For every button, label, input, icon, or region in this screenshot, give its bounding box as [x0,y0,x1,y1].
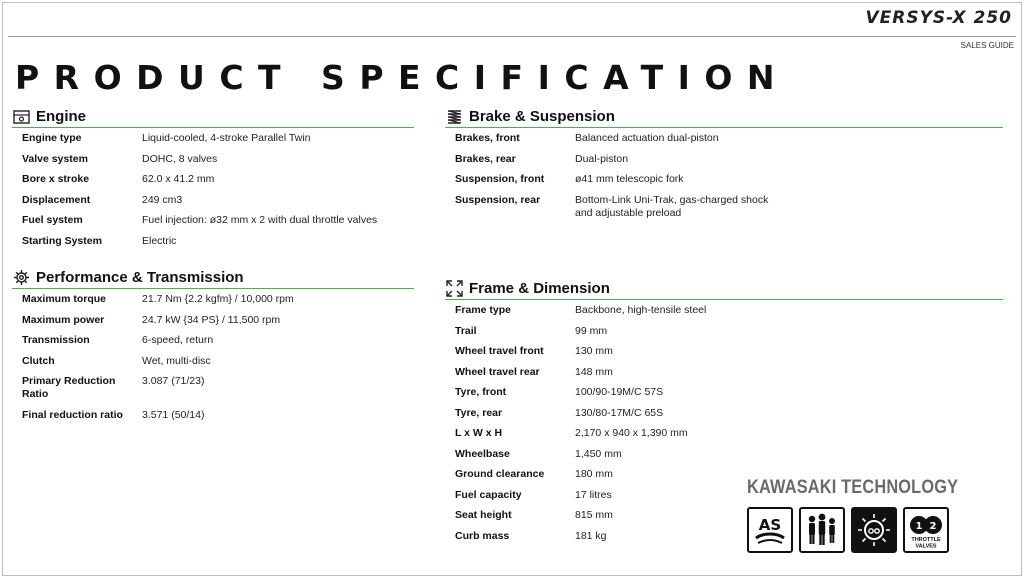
spec-label: Engine type [22,132,82,144]
spec-row [445,386,1003,399]
expand-arrows-icon [445,280,463,298]
spec-value: Electric [142,234,177,247]
spec-label: Primary Reduction Ratio [22,375,116,400]
spec-row [445,132,1003,145]
engine-icon [12,108,30,126]
spec-row [445,366,1003,379]
spec-row [12,355,414,368]
spec-label: Suspension, rear [455,193,541,206]
spec-row [12,194,414,207]
spec-value: 62.0 x 41.2 mm [142,173,215,185]
spec-label: Tyre, front [455,386,507,398]
spec-row [12,214,414,227]
spec-value: 148 mm [575,365,613,378]
spec-value: 99 mm [575,324,608,337]
performance-section-header [12,267,414,289]
spec-value: 181 kg [575,529,607,542]
spec-row [12,409,414,422]
spec-row [12,132,414,145]
spec-value: 815 mm [575,509,613,521]
spec-value: 130 mm [575,345,613,357]
spec-row [445,345,1003,358]
technology-title: KAWASAKI TECHNOLOGY [747,477,959,498]
spec-label: Maximum torque [22,293,107,305]
sales-guide-label: SALES GUIDE [960,41,1014,50]
spec-row [12,293,414,306]
spec-value: Liquid-cooled, 4-stroke Parallel Twin [142,132,311,144]
spec-value: Fuel injection: ø32 mm x 2 with dual throttle valves [142,214,378,226]
spec-label: Bore x stroke [22,173,90,185]
dual-throttle-valves-icon [903,507,949,553]
spec-label: Valve system [22,152,88,165]
spec-label: Displacement [22,193,91,206]
spec-label: L x W x H [455,427,503,439]
spec-value: 1,450 mm [575,447,622,460]
spec-value: Balanced actuation dual-piston [575,132,719,144]
brake-section [445,106,1003,227]
spec-value: 180 mm [575,468,613,480]
spec-value: ø41 mm telescopic fork [575,173,684,185]
spec-row [12,173,414,186]
spec-label: Final reduction ratio [22,408,123,421]
spec-label: Suspension, front [455,173,545,185]
technology-icons [747,507,949,553]
svg-text:2: 2 [929,521,937,532]
spec-row [445,325,1003,338]
frame-section-header [445,278,1003,300]
spec-value: 130/80-17M/C 65S [575,406,664,419]
engine-spec-list [12,132,414,248]
assist-slipper-clutch-icon [747,507,793,553]
performance-spec-list [12,293,414,422]
spec-row [445,153,1003,166]
spec-row [445,173,1003,186]
spec-value: 17 litres [575,488,612,501]
spec-row [445,194,1003,220]
spec-row [445,304,1003,317]
spec-label: Curb mass [455,529,510,542]
svg-text:VALVES: VALVES [915,543,937,550]
spec-label: Fuel capacity [455,488,522,501]
brand-logo: VERSYS-X 250 [865,8,1012,28]
spec-row [12,334,414,347]
spec-label: Ground clearance [455,468,545,480]
spec-value: 3.571 (50/14) [142,408,205,421]
spec-value: 2,170 x 940 x 1,390 mm [575,427,688,439]
header-divider [8,36,1016,37]
brake-section-title: Brake & Suspension [469,108,615,125]
spec-value: 24.7 kW {34 PS} / 11,500 rpm [142,313,281,326]
spec-value: Bottom-Link Uni-Trak, gas-charged shock and adjustable preload [575,193,769,219]
spec-label: Wheel travel rear [455,365,540,378]
spec-label: Tyre, rear [455,406,503,419]
spec-label: Brakes, front [455,132,520,144]
gear-icon [12,269,30,287]
spec-row [12,153,414,166]
spec-label: Frame type [455,304,512,316]
engine-section [12,106,414,255]
spec-row [12,235,414,248]
spec-label: Wheel travel front [455,345,544,357]
spec-value: Dual-piston [575,152,629,165]
page-title: PRODUCT SPECIFICATION [15,58,790,97]
svg-text:1: 1 [915,521,923,532]
spec-label: Clutch [22,354,55,367]
spec-label: Starting System [22,234,102,247]
engine-section-header [12,106,414,128]
svg-text:THROTTLE: THROTTLE [911,537,941,543]
assist-slipper-clutch-text: AS [758,516,782,534]
spec-row [12,375,414,401]
spec-row [12,314,414,327]
spec-label: Wheelbase [455,447,510,460]
frame-section-title: Frame & Dimension [469,280,610,297]
spec-label: Maximum power [22,313,105,326]
spec-label: Transmission [22,334,90,346]
spec-row [445,448,1003,461]
economical-riding-indicator-icon [851,507,897,553]
brake-section-header [445,106,1003,128]
spec-value: DOHC, 8 valves [142,152,218,165]
spec-value: 21.7 Nm {2.2 kgfm} / 10,000 rpm [142,293,294,305]
engine-section-title: Engine [36,108,87,125]
suspension-spring-icon [445,108,463,126]
spec-label: Trail [455,324,477,337]
performance-section [12,267,414,429]
spec-label: Fuel system [22,214,83,226]
ergo-fit-icon [799,507,845,553]
brake-spec-list [445,132,1003,220]
spec-label: Brakes, rear [455,152,516,165]
spec-label: Seat height [455,509,512,521]
spec-value: 3.087 (71/23) [142,375,205,387]
spec-value: 6-speed, return [142,334,214,346]
spec-value: 100/90-19M/C 57S [575,386,664,398]
spec-value: Backbone, high-tensile steel [575,304,707,316]
spec-value: 249 cm3 [142,193,183,206]
spec-row [445,427,1003,440]
spec-value: Wet, multi-disc [142,354,211,367]
performance-section-title: Performance & Transmission [36,269,244,286]
spec-row [445,407,1003,420]
